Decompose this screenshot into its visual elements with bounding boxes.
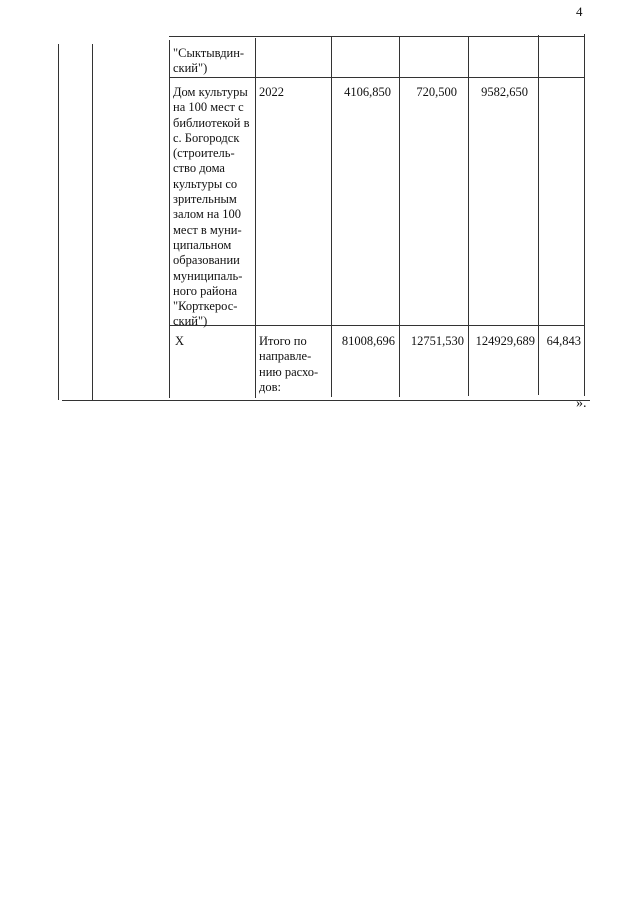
table-row-line-top [169,36,585,37]
value4-cell-total: 64,843 [546,334,581,348]
page-number: 4 [576,4,583,19]
label-cell-total: Итого по направле- нию расхо- дов: [259,334,319,394]
object-cell-continuation: "Сыктывдин- ский") [173,46,245,76]
table-bottom-rule [62,400,590,401]
table-divider-col1 [92,44,93,400]
value1-cell-bogorodsk: 4106,850 [344,85,391,99]
value3-cell-bogorodsk: 9582,650 [481,85,528,99]
marker-cell-total: Х [175,334,185,348]
value3-cell-total: 124929,689 [475,334,535,348]
value1-cell-total: 81008,696 [341,334,395,348]
table-border-right [584,34,585,396]
value2-cell-total: 12751,530 [410,334,464,348]
closing-quote-mark: ». [576,396,587,411]
year-cell-bogorodsk: 2022 [259,85,284,99]
value2-cell-bogorodsk: 720,500 [416,85,457,99]
table-border-left [58,44,59,400]
value4-cell-bogorodsk [539,82,584,88]
object-cell-bogorodsk: Дом культуры на 100 мест с библиотекой в с. Богородск (строитель- ство дома культуры со зрительным залом на 100 мест в муни- ципальном образовании муниципаль- ного района "Корткерос- ский") [173,85,250,329]
